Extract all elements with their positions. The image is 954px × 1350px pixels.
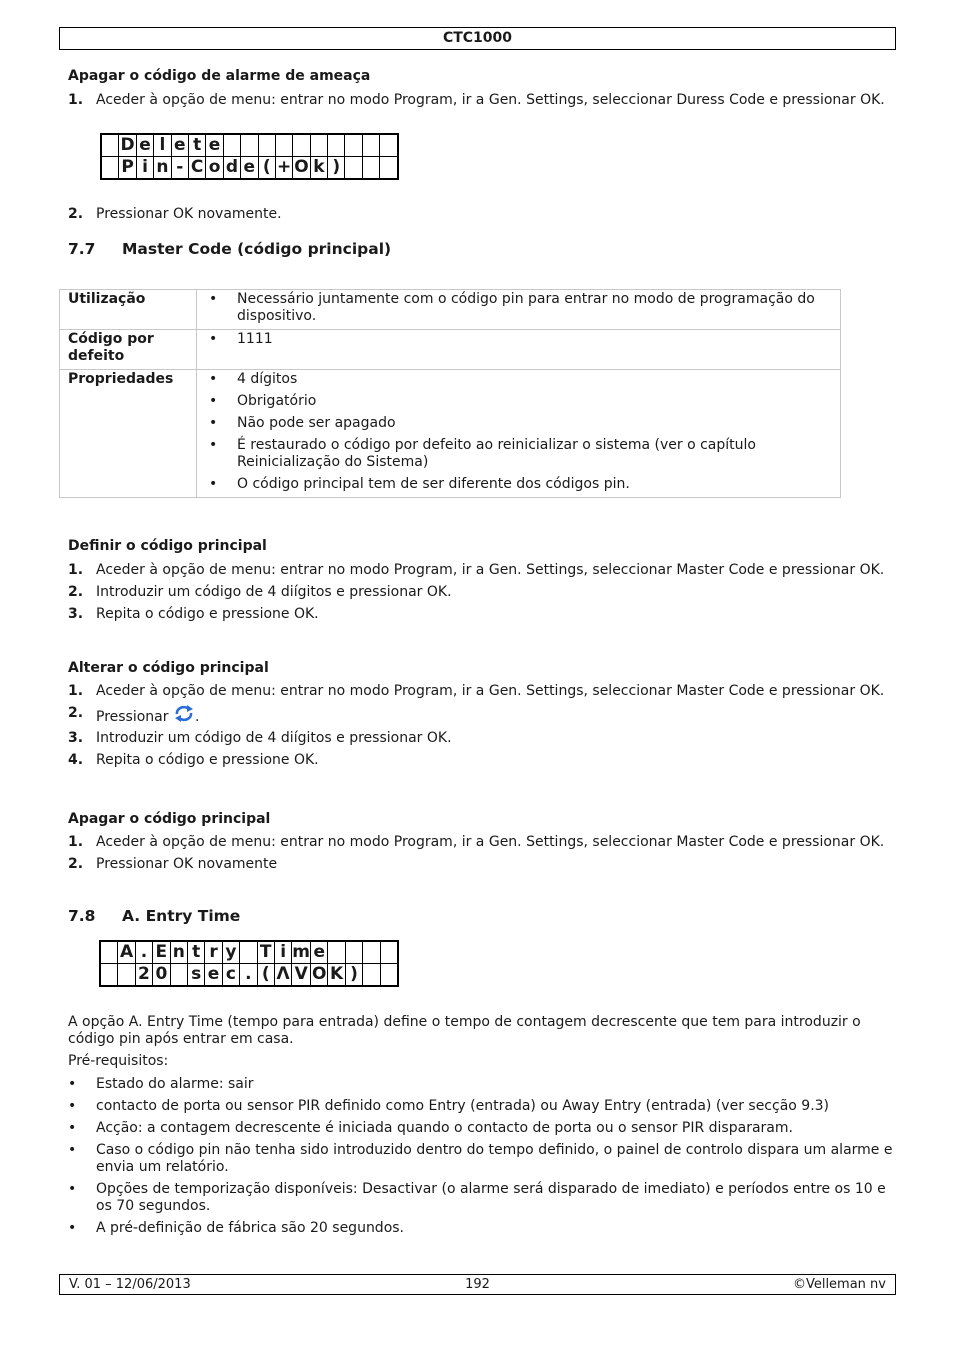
item-text: O código principal tem de ser diferente dos códigos pin.	[237, 476, 630, 492]
lcd-cell	[380, 941, 398, 964]
lcd-cell: c	[222, 964, 239, 987]
item-text: Acção: a contagem decrescente é iniciada quando o contacto de porta ou o sensor PIR dispararam.	[96, 1120, 793, 1136]
table-row	[60, 370, 841, 498]
delete-master-heading: Apagar o código principal	[68, 811, 271, 827]
press-suffix: .	[194, 709, 200, 725]
list-item	[68, 1142, 893, 1176]
lcd-cell: )	[328, 157, 345, 180]
lcd-cell: T	[257, 941, 274, 964]
list-item	[68, 752, 893, 769]
define-heading: Definir o código principal	[68, 538, 267, 554]
page-number: 192	[465, 1277, 490, 1292]
row-key: Código por defeito	[60, 330, 197, 370]
bullet: •	[68, 1220, 77, 1236]
lcd-cell	[310, 134, 327, 157]
list-item	[205, 476, 832, 493]
item-text: Obrigatório	[237, 393, 317, 409]
step-text: Repita o código e pressione OK.	[96, 752, 319, 768]
item-text: Não pode ser apagado	[237, 415, 396, 431]
row-key: Propriedades	[60, 370, 197, 498]
bullet: •	[209, 371, 218, 387]
lcd-cell: y	[222, 941, 239, 964]
bullet: •	[68, 1142, 77, 1158]
lcd-cell: 2	[135, 964, 152, 987]
lcd-cell: E	[153, 941, 170, 964]
lcd-cell	[223, 134, 240, 157]
bullet: •	[68, 1181, 77, 1197]
lcd-row	[100, 941, 398, 964]
lcd-cell: 0	[153, 964, 170, 987]
document-header	[59, 27, 896, 50]
list-item	[68, 1098, 893, 1115]
lcd-cell: P	[119, 157, 136, 180]
lcd-cell: m	[292, 942, 311, 962]
bullet: •	[68, 1098, 77, 1114]
lcd-cell: t	[188, 134, 205, 157]
step-number: 1.	[68, 683, 84, 699]
lcd-cell	[100, 941, 118, 964]
step-number: 3.	[68, 730, 84, 746]
footer-copyright: ©Velleman nv	[792, 1277, 886, 1292]
bullet: •	[68, 1076, 77, 1092]
step-text: Aceder à opção de menu: entrar no modo Program, ir a Gen. Settings, seleccionar Master Code e pressionar OK.	[96, 834, 885, 850]
step-text: Introduzir um código de 4 diígitos e pressionar OK.	[96, 730, 452, 746]
item-text: Necessário juntamente com o código pin para entrar no modo de programação do dispositivo.	[237, 291, 815, 324]
list-item	[68, 584, 893, 601]
step-number: 2.	[68, 856, 84, 872]
define-steps	[68, 562, 893, 628]
list-item	[68, 1181, 893, 1215]
lcd-row	[100, 964, 398, 987]
lcd-cell	[362, 157, 379, 180]
item-text: 1111	[237, 331, 273, 347]
lcd-cell: D	[120, 135, 135, 155]
step-text: Aceder à opção de menu: entrar no modo Program, ir a Gen. Settings, seleccionar Master Code e pressionar OK.	[96, 562, 885, 578]
bullet: •	[209, 476, 218, 492]
change-heading: Alterar o código principal	[68, 660, 269, 676]
duress-delete-heading: Apagar o código de alarme de ameaça	[68, 68, 371, 84]
list-item	[205, 415, 832, 432]
duress-delete-step-2-list	[68, 206, 893, 228]
list-item	[68, 562, 893, 579]
lcd-cell	[170, 964, 187, 987]
item-text: Opções de temporização disponíveis: Desactivar (o alarme será disparado de imediato) e períodos entre os 10 e os 70 segundos.	[96, 1181, 886, 1214]
list-item	[68, 834, 893, 851]
step-number: 1.	[68, 92, 84, 108]
table-row	[60, 330, 841, 370]
lcd-cell: Λ	[274, 964, 291, 987]
list-item	[68, 730, 893, 747]
list-item	[205, 291, 832, 325]
list-item	[205, 393, 832, 410]
lcd-cell: e	[206, 134, 223, 157]
lcd-cell: O	[294, 157, 309, 177]
lcd-cell: n	[170, 941, 187, 964]
lcd-display-delete-pin	[100, 133, 399, 180]
lcd-cell: O	[311, 964, 327, 984]
lcd-cell: s	[187, 964, 204, 987]
item-text: A pré-definição de fábrica são 20 segundos.	[96, 1220, 405, 1236]
step-number: 2.	[68, 584, 84, 600]
lcd-cell	[380, 157, 398, 180]
lcd-cell: (	[257, 964, 274, 987]
step-text: Pressionar OK novamente	[96, 856, 278, 872]
step-number: 3.	[68, 606, 84, 622]
list-item	[205, 437, 832, 471]
item-text: Caso o código pin não tenha sido introduzido dentro do tempo definido, o painel de controlo dispara um alarme e envia um relatório.	[96, 1142, 893, 1175]
lcd-cell: )	[345, 964, 362, 987]
lcd-cell	[345, 941, 362, 964]
list-item	[68, 206, 893, 223]
list-item	[68, 856, 893, 873]
step-text: Repita o código e pressione OK.	[96, 606, 319, 622]
lcd-cell	[363, 941, 380, 964]
lcd-cell	[258, 134, 275, 157]
footer-version: V. 01 – 12/06/2013	[69, 1277, 191, 1292]
row-value	[197, 290, 841, 330]
bullet: •	[209, 393, 218, 409]
lcd-cell: A	[118, 941, 135, 964]
step-number: 2.	[68, 206, 84, 222]
lcd-cell: i	[274, 941, 291, 964]
row-value	[197, 330, 841, 370]
list-item	[68, 92, 893, 109]
step-text: Aceder à opção de menu: entrar no modo Program, ir a Gen. Settings, seleccionar Duress Code e pressionar OK.	[96, 92, 885, 108]
entry-intro: A opção A. Entry Time (tempo para entrada) define o tempo de contagem decrescente que tem para introduzir o código pin após entrar em casa.	[68, 1014, 861, 1047]
item-text: contacto de porta ou sensor PIR definido como Entry (entrada) ou Away Entry (entrada) (ver secção 9.3)	[96, 1098, 830, 1114]
bullet: •	[209, 331, 218, 347]
table-row	[60, 290, 841, 330]
lcd-cell: .	[240, 964, 257, 987]
prereq-label: Pré-requisitos:	[68, 1053, 169, 1069]
step-number: 2.	[68, 705, 84, 721]
step-number: 1.	[68, 834, 84, 850]
lcd-cell: .	[135, 941, 152, 964]
section-heading-7-8	[68, 907, 240, 925]
list-item	[68, 1076, 893, 1093]
lcd-cell: o	[206, 157, 223, 180]
lcd-cell: t	[187, 941, 204, 964]
section-title: A. Entry Time	[122, 907, 241, 925]
lcd-cell	[101, 134, 119, 157]
lcd-cell: d	[223, 157, 240, 180]
lcd-cell	[101, 157, 119, 180]
lcd-cell: +	[276, 157, 292, 177]
lcd-cell: C	[188, 157, 205, 180]
section-number: 7.7	[68, 240, 96, 258]
step-text	[96, 705, 893, 726]
bullet: •	[209, 291, 218, 307]
lcd-row	[101, 134, 398, 157]
lcd-cell	[240, 941, 257, 964]
lcd-cell	[363, 964, 380, 987]
lcd-cell: e	[311, 941, 328, 964]
reload-icon	[173, 705, 195, 723]
lcd-cell: -	[171, 157, 188, 180]
bullet: •	[209, 415, 218, 431]
section-title: Master Code (código principal)	[122, 240, 392, 258]
list-item	[205, 371, 832, 388]
step-text: Introduzir um código de 4 diígitos e pressionar OK.	[96, 584, 452, 600]
lcd-row	[101, 157, 398, 180]
step-text: Pressionar OK novamente.	[96, 206, 282, 222]
item-text: 4 dígitos	[237, 371, 298, 387]
section-heading-7-7	[68, 240, 391, 258]
lcd-cell: r	[205, 941, 222, 964]
lcd-cell	[345, 134, 362, 157]
list-item	[68, 705, 893, 726]
section-number: 7.8	[68, 907, 96, 925]
header-title: CTC1000	[442, 30, 513, 46]
lcd-cell: V	[292, 964, 311, 987]
lcd-cell	[380, 964, 398, 987]
lcd-cell: K	[328, 964, 345, 987]
master-code-properties-table	[59, 289, 841, 498]
lcd-cell	[380, 134, 398, 157]
lcd-cell: (	[258, 157, 275, 180]
step-number: 4.	[68, 752, 84, 768]
list-item	[68, 1220, 893, 1237]
item-text: É restaurado o código por defeito ao reinicializar o sistema (ver o capítulo Reinicialização do Sistema)	[237, 437, 756, 470]
row-key: Utilização	[60, 290, 197, 330]
row-value	[197, 370, 841, 498]
lcd-cell: e	[205, 964, 222, 987]
lcd-cell: e	[136, 134, 153, 157]
lcd-cell	[328, 941, 345, 964]
bullet: •	[209, 437, 218, 453]
press-label: Pressionar	[96, 709, 169, 725]
lcd-display-entry-time	[99, 940, 399, 987]
lcd-cell	[328, 134, 345, 157]
list-item	[68, 606, 893, 623]
document-footer	[59, 1274, 896, 1295]
step-text: Aceder à opção de menu: entrar no modo Program, ir a Gen. Settings, seleccionar Master Code e pressionar OK.	[96, 683, 885, 699]
lcd-cell	[275, 134, 292, 157]
step-number: 1.	[68, 562, 84, 578]
list-item	[68, 683, 893, 700]
lcd-cell: e	[241, 157, 258, 180]
lcd-cell	[362, 134, 379, 157]
list-item	[205, 331, 832, 348]
lcd-cell	[241, 134, 258, 157]
lcd-cell: e	[171, 134, 188, 157]
delete-master-steps	[68, 834, 893, 878]
item-text: Estado do alarme: sair	[96, 1076, 254, 1092]
lcd-cell	[100, 964, 118, 987]
lcd-cell: i	[136, 157, 153, 180]
lcd-cell: l	[154, 134, 171, 157]
bullet: •	[68, 1120, 77, 1136]
lcd-cell	[345, 157, 362, 180]
lcd-cell: k	[310, 157, 327, 180]
duress-delete-step-1-list	[68, 92, 893, 114]
list-item	[68, 1120, 893, 1137]
lcd-cell	[293, 134, 310, 157]
change-steps	[68, 683, 893, 774]
prereq-list	[68, 1076, 893, 1242]
lcd-cell: n	[154, 157, 171, 180]
lcd-cell	[118, 964, 135, 987]
